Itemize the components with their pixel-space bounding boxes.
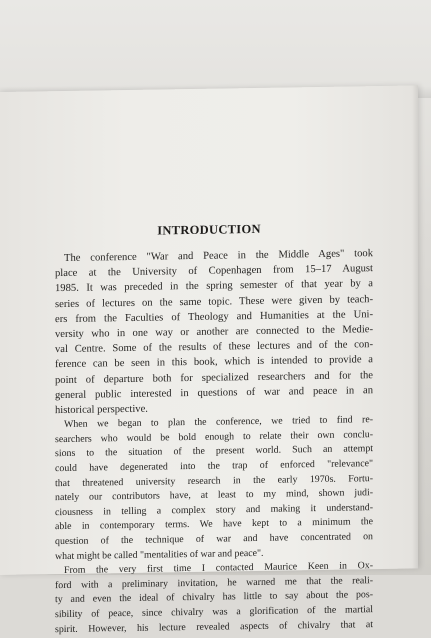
chapter-heading: INTRODUCTION	[157, 221, 261, 238]
text-line: series of lectures on the same topic. These were given by teach-	[55, 293, 373, 310]
text-line: val Centre. Some of the results of these lectures and of the con-	[55, 339, 373, 356]
text-line: sibility of peace, since chivalry was a glorification of the martial	[55, 604, 373, 621]
text-line: what might be called "mentalities of war and peace".	[55, 547, 264, 562]
text-line: question of the technique of war and have concentrated on	[55, 531, 373, 548]
text-line: nately our contributors have, at least to my mind, shown judi-	[55, 487, 373, 504]
text-line: ference can be seen in this book, which is intended to provide a	[55, 354, 373, 371]
book-page	[0, 85, 418, 635]
text-line: ers from the Faculties of Theology and Humanities at the Uni-	[55, 308, 373, 325]
text-line: able in contemporary terms. We have kept to a minimum the	[55, 516, 373, 533]
text-line: 1985. It was preceded in the spring semester of that year by a	[55, 278, 373, 295]
text-line: point of departure both for specialized researchers and for the	[55, 369, 373, 386]
text-line: that threatened university research in the early 1970s. Fortu-	[55, 472, 373, 489]
text-line: ciousness in telling a complex story and making it understand-	[55, 501, 373, 518]
text-line: From the very first time I contacted Maurice Keen in Ox-	[64, 560, 373, 577]
text-line: historical perspective.	[55, 403, 148, 417]
text-line: sions to the situation of the present world. Such an attempt	[55, 443, 373, 460]
small-print-section	[55, 413, 373, 637]
page-edge	[412, 85, 418, 568]
text-line: ty and even the ideal of chivalry has little to say about the pos-	[55, 589, 373, 606]
text-line: could have degenerated into the trap of enforced "relevance"	[55, 458, 373, 475]
text-line: searchers who would be bold enough to relate their own conclu-	[55, 428, 373, 445]
text-line: spirit. However, his lecture revealed aspects of chivalry that at	[55, 618, 373, 635]
text-line: ford with a preliminary invitation, he warned me that the reali-	[55, 574, 373, 591]
text-line: When we began to plan the conference, we tried to find re-	[64, 414, 373, 431]
text-line: The conference "War and Peace in the Middle Ages" took	[64, 248, 373, 264]
text-line: general public interested in questions of war and peace in an	[55, 384, 373, 401]
text-line: place at the University of Copenhagen from 15–17 August	[55, 263, 373, 280]
text-line: versity who in one way or another are connected to the Medie-	[55, 324, 373, 341]
body-text	[55, 246, 373, 637]
